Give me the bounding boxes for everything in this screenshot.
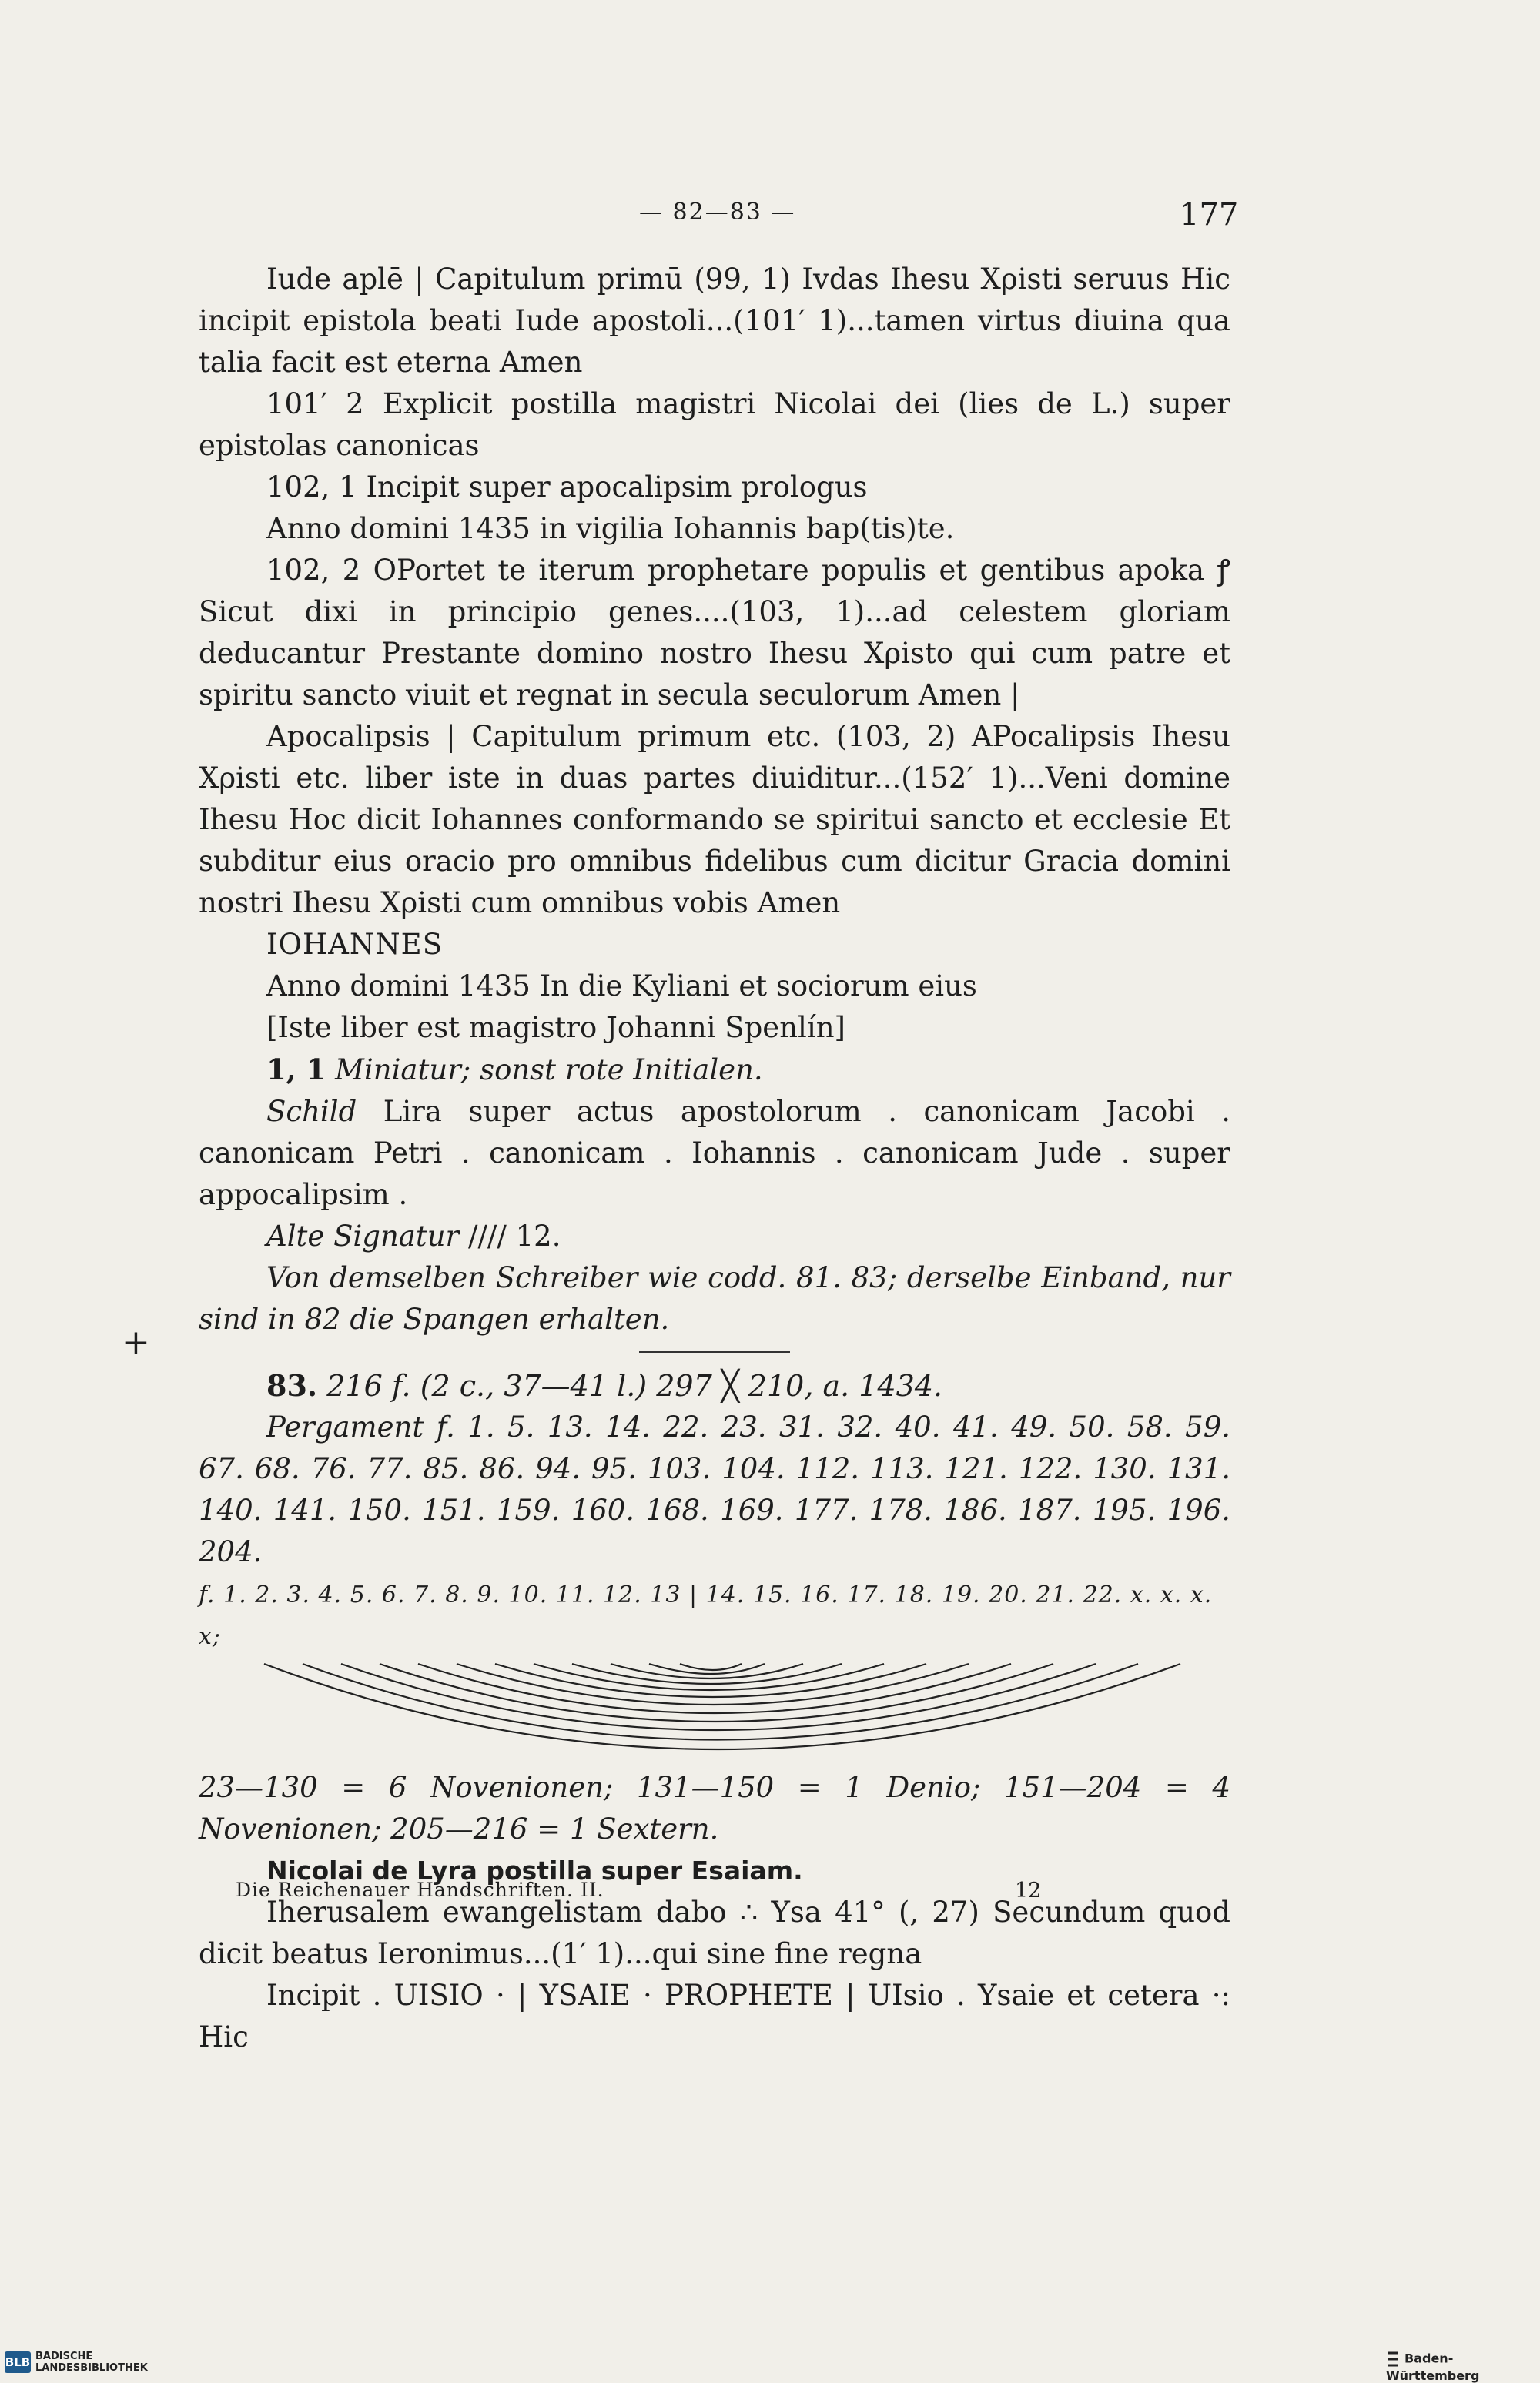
paragraph-schild — [199, 1091, 1230, 1216]
miniatur-ref: 1, 1 — [266, 1053, 326, 1086]
footer-gathering-number: 12 — [1015, 1879, 1041, 1903]
lions-icon — [1386, 2350, 1400, 2368]
footer-signature: Die Reichenauer Handschriften. II. — [236, 1879, 604, 1901]
page-number: 177 — [1180, 197, 1238, 233]
paragraph-anno-1: Anno domini 1435 in vigilia Iohannis bap(tis)te. — [199, 508, 1230, 550]
schild-label: Schild — [266, 1095, 357, 1128]
bw-logo[interactable] — [1386, 2350, 1540, 2383]
paragraph-iohannes: IOHANNES — [199, 924, 1230, 966]
running-header: — 82—83 — — [639, 199, 795, 226]
blb-line-2: LANDESBIBLIOTHEK — [35, 2362, 148, 2374]
schild-text: Lira super actus apostolorum . canonicam Jacobi . canonicam Petri . canonicam . Iohannis . canonicam Jude . super appocalipsim . — [199, 1095, 1230, 1211]
margin-plus-mark: + — [122, 1323, 150, 1362]
paragraph-miniatur — [199, 1049, 1230, 1091]
blb-line-1: BADISCHE — [35, 2351, 148, 2362]
entry-number: 83. — [266, 1368, 317, 1403]
entry-83-heading — [199, 1365, 1230, 1407]
entry-collation: 23—130 = 6 Novenionen; 131—150 = 1 Denio; 151—204 = 4 Novenionen; 205—216 = 1 Sextern. — [199, 1767, 1230, 1850]
entry-incipit-2: Incipit . UISIO · | YSAIE · PROPHETE | UIsio . Ysaie et cetera ·: Hic — [199, 1975, 1230, 2058]
quire-diagram — [218, 1658, 1211, 1756]
paragraph-oportet: 102, 2 OPortet te iterum prophetare populis et gentibus apoka ꝭ Sicut dixi in principio genes....(103, 1)...ad celestem gloriam deducantur Prestante domino nostro Ihesu Xρisto qui cum patre et spiritu sancto viuit et regnat in secula seculorum Amen | — [199, 550, 1230, 716]
blb-logo-text[interactable] — [35, 2351, 148, 2374]
viewer-bottom-strip — [0, 2347, 1540, 2377]
bw-logo-text: Baden-Württemberg — [1386, 2351, 1479, 2383]
signatur-label: Alte Signatur — [266, 1220, 459, 1253]
section-divider — [639, 1351, 790, 1353]
signatur-text: //// 12. — [468, 1220, 561, 1253]
paragraph-jude: Iude aplē | Capitulum primū (99, 1) Ivdas Ihesu Xρisti seruus Hic incipit epistola beati Iude apostoli...(101′ 1)...tamen virtus diuina qua talia facit est eterna Amen — [199, 259, 1230, 383]
paragraph-schreiber: Von demselben Schreiber wie codd. 81. 83; derselbe Einband, nur sind in 82 die Spangen erhalten. — [199, 1257, 1230, 1340]
blb-logo-icon[interactable]: BLB — [5, 2351, 31, 2373]
paragraph-iste-liber: [Iste liber est magistro Johanni Spenlín] — [199, 1007, 1230, 1049]
paragraph-apocalipsim-prologus: 102, 1 Incipit super apocalipsim prologus — [199, 467, 1230, 508]
entry-pergament: Pergament f. 1. 5. 13. 14. 22. 23. 31. 32. 40. 41. 49. 50. 58. 59. 67. 68. 76. 77. 85. 86. 94. 95. 103. 104. 112. 113. 121. 122. 130. 131. 140. 141. 150. 151. 159. 160. 168. 169. 177. 178. 186. 187. 195. 196. 204. — [199, 1407, 1230, 1573]
miniatur-text: Miniatur; sonst rote Initialen. — [335, 1053, 763, 1086]
entry-title: Nicolai de Lyra postilla super Esaiam. — [199, 1850, 1230, 1892]
paragraph-signatur — [199, 1216, 1230, 1257]
entry-incipit-1: Iherusalem ewangelistam dabo ∴ Ysa 41° (, 27) Secundum quod dicit beatus Ieronimus...(1′ 1)...qui sine fine regna — [199, 1892, 1230, 1975]
folio-sequence: f. 1. 2. 3. 4. 5. 6. 7. 8. 9. 10. 11. 12. 13 | 14. 15. 16. 17. 18. 19. 20. 21. 22. x. x. x. x; — [199, 1575, 1230, 1658]
entry-description: 216 f. (2 c., 37—41 l.) 297 ╳ 210, a. 1434. — [326, 1369, 942, 1403]
paragraph-anno-2: Anno domini 1435 In die Kyliani et sociorum eius — [199, 966, 1230, 1007]
paragraph-explicit: 101′ 2 Explicit postilla magistri Nicolai dei (lies de L.) super epistolas canonicas — [199, 383, 1230, 467]
main-text — [199, 259, 1230, 2058]
paragraph-apocalipsis: Apocalipsis | Capitulum primum etc. (103, 2) APocalipsis Ihesu Xρisti etc. liber iste in duas partes diuiditur...(152′ 1)...Veni domine Ihesu Hoc dicit Iohannes conformando se spiritui sancto et ecclesie Et subditur eius oracio pro omnibus fidelibus cum dicitur Gracia domini nostri Ihesu Xρisti cum omnibus vobis Amen — [199, 716, 1230, 924]
